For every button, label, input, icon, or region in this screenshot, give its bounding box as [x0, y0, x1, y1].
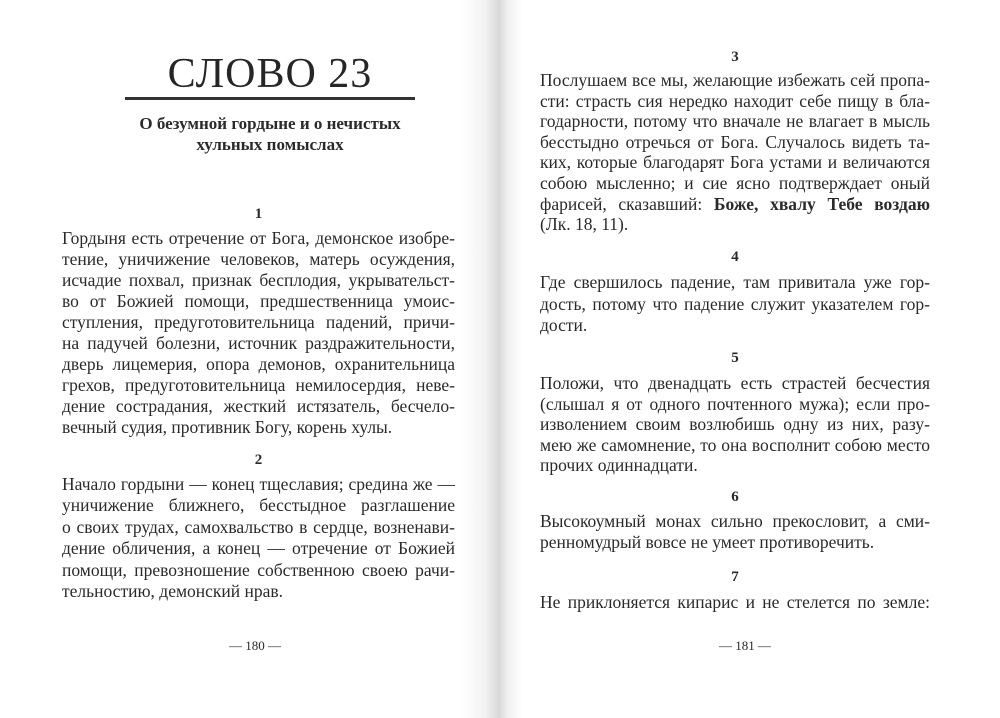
paragraph-line: ренномудрый вовсе не умеет противоречить. — [540, 532, 875, 552]
paragraph-line: собою мысленно; и сие ясно подтверждает оный — [540, 173, 930, 193]
paragraph-line: Послушаем все мы, желающие избежать сей пропа- — [540, 70, 930, 90]
paragraph-line: Положи, что двенадцать есть страстей бесчестия — [540, 373, 930, 393]
paragraph-line: Не приклоняется кипарис и не стелется по земле: — [540, 592, 930, 612]
page-number: — 180 — — [229, 638, 281, 653]
paragraph-line: годарности, потому что вначале не влагает в мысль — [540, 111, 930, 132]
paragraph-line: вечный судия, противник Богу, корень хулы. — [62, 417, 393, 437]
paragraph-line: дость, потому что падение служит указателем гор- — [540, 293, 930, 314]
section-number: 2 — [254, 452, 263, 468]
paragraph-line: тение, уничижение человеков, матерь осуждения, — [62, 249, 455, 269]
paragraph-line: Гордыня есть отречение от Бога, демонское изобре- — [62, 228, 455, 248]
paragraph-line: прочих одиннадцати. — [540, 455, 698, 476]
paragraph-line: бесстыдно отречься от Бога. Случалось видеть та- — [540, 131, 930, 152]
paragraph-line: (Лк. 18, 11). — [540, 214, 629, 235]
left-page — [0, 0, 480, 718]
paragraph-line: мею же самомнение, то она восполнит собою место — [540, 434, 930, 455]
paragraph-line: дверь лицемерия, опора демонов, охранительница — [62, 354, 455, 374]
page-number: — 181 — — [719, 638, 771, 653]
paragraph-line: Начало гордыни — конец тщеславия; средина же — — [62, 474, 455, 494]
paragraph-line: изволением своим возлюбишь одну из них, разу- — [540, 414, 930, 435]
title-rule — [125, 97, 415, 100]
paragraph-line: помощи, превозношение собственною своею рачи- — [62, 559, 455, 580]
paragraph-line: (слышал я от одного почтенного мужа); если про- — [540, 393, 930, 414]
paragraph-line: Где свершилось падение, там привитала уже гор- — [540, 272, 930, 292]
bold-quote: Боже, хвалу Тебе воздаю — [713, 193, 930, 214]
paragraph-line: фарисей, сказавший: Боже, хвалу Тебе воздаю — [540, 193, 930, 214]
paragraph-line: тельностию, демонский нрав. — [62, 581, 284, 601]
paragraph-line: дости. — [540, 315, 588, 335]
chapter-subtitle-line: хульных помыслах — [196, 135, 344, 154]
section-number: 3 — [731, 49, 739, 65]
paragraph-line: ступления, предуготовительница падений, причи- — [62, 312, 455, 332]
paragraph-line: дение обличения, а конец — отречение от Божией — [62, 538, 455, 559]
paragraph-line: сти: страсть сия нередко находит себе пищу в бла- — [540, 90, 930, 111]
chapter-subtitle-line: О безумной гордыне и о нечистых — [139, 114, 401, 133]
paragraph-line: дение сострадания, жесткий истязатель, бесчело- — [62, 396, 455, 416]
section-number: 1 — [254, 206, 263, 222]
paragraph-line: на падучей болезни, источник раздражительности, — [62, 333, 455, 353]
paragraph-line: уничижение ближнего, бесстыдное разглашение — [62, 495, 455, 516]
paragraph-line: ких, которые благодарят Бога устами и величаются — [540, 152, 930, 173]
right-page — [500, 0, 1000, 718]
chapter-title: СЛОВО 23 — [167, 51, 373, 97]
section-number: 5 — [731, 350, 739, 366]
paragraph-line: Высокоумный монах сильно прекословит, а сми- — [540, 511, 930, 531]
section-number: 4 — [731, 249, 739, 265]
paragraph-line: во от Божией помощи, предшественница умоис- — [62, 291, 455, 311]
section-number: 6 — [731, 489, 739, 505]
section-number: 7 — [731, 569, 739, 585]
paragraph-line: о своих трудах, самохвальство в сердце, возненави- — [62, 516, 455, 537]
paragraph-line: грехов, предуготовительница немилосердия, неве- — [62, 375, 455, 395]
paragraph-line: исчадие похвал, признак бесплодия, укрывательст- — [62, 270, 455, 290]
